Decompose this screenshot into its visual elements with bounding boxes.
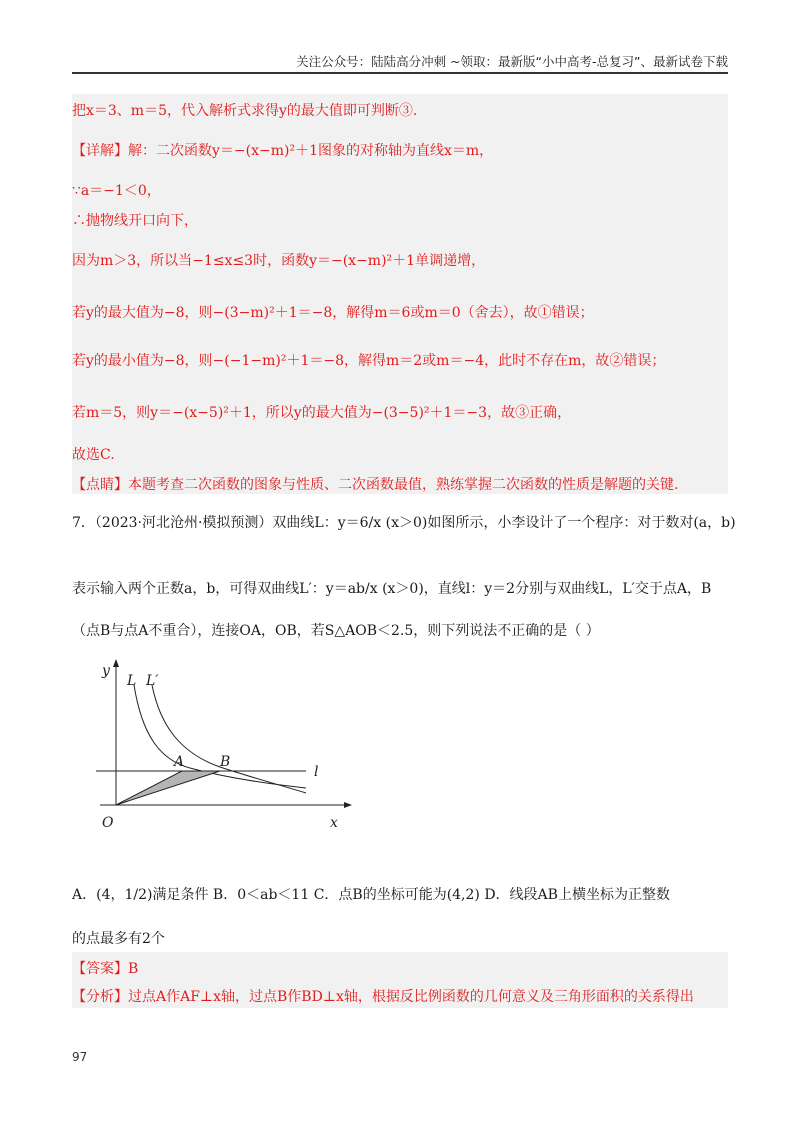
analysis-line: 【分析】过点A作AF⊥x轴，过点B作BD⊥x轴，根据反比例函数的几何意义及三角形面积的关系得出 bbox=[72, 989, 694, 1005]
curve-Lp-label: L′ bbox=[146, 673, 159, 689]
options-line: 的点最多有2个 bbox=[72, 931, 165, 947]
curve-L bbox=[134, 685, 306, 788]
curve-L-label: L bbox=[127, 673, 137, 689]
solution-line: ∴抛物线开口向下， bbox=[72, 213, 198, 229]
question-line: （点B与点A不重合），连接OA，OB，若S△AOB＜2.5，则下列说法不正确的是（ ） bbox=[72, 623, 600, 639]
question-line: 7．（2023·河北沧州·模拟预测）双曲线L：y＝6/x (x＞0)如图所示，小李设计了一个程序：对于数对(a，b) bbox=[72, 515, 736, 531]
page-header: 关注公众号：陆陆高分冲刺 ~领取：最新版“小中高考-总复习”、最新试卷下载 bbox=[296, 54, 728, 69]
origin-label: O bbox=[102, 815, 114, 831]
solution-line: 若y的最小值为−8，则−(−1−m)²＋1＝−8，解得m＝2或m＝−4，此时不存在m，故②错误； bbox=[72, 353, 666, 369]
answer-line: 【答案】B bbox=[72, 961, 139, 977]
point-a-label: A bbox=[174, 754, 185, 770]
solution-line: 若y的最大值为−8，则−(3−m)²＋1＝−8，解得m＝6或m＝0（舍去），故①错误； bbox=[72, 305, 594, 321]
solution-line: 若m＝5，则y＝−(x−5)²＋1，所以y的最大值为−(3−5)²＋1＝−3，故③正确， bbox=[72, 405, 572, 421]
page-number: 97 bbox=[72, 1050, 88, 1064]
solution-line: 【详解】解：二次函数y＝−(x−m)²＋1图象的对称轴为直线x＝m， bbox=[72, 143, 494, 159]
header-divider bbox=[72, 72, 728, 74]
options-line: A．(4，1/2)满足条件 B．0＜ab＜11 C．点B的坐标可能为(4,2) D．线段AB上横坐标为正整数 bbox=[72, 887, 670, 903]
solution-line: 因为m＞3，所以当−1≤x≤3时，函数y＝−(x−m)²＋1单调递增， bbox=[72, 253, 486, 269]
solution-line: 故选C. bbox=[72, 447, 115, 463]
solution-line: 【点睛】本题考查二次函数的图象与性质、二次函数最值，熟练掌握二次函数的性质是解题的关键. bbox=[72, 477, 679, 493]
x-axis-label: x bbox=[330, 815, 338, 831]
solution-line: 把x＝3、m＝5，代入解析式求得y的最大值即可判断③. bbox=[72, 103, 418, 119]
point-b-label: B bbox=[220, 754, 231, 770]
question-line: 表示输入两个正数a，b，可得双曲线L′：y＝ab/x (x＞0)，直线l：y＝2分别与双曲线L，L′交于点A，B bbox=[72, 581, 712, 597]
solution-line: ∵a＝−1＜0， bbox=[72, 183, 161, 199]
y-axis-arrow bbox=[113, 659, 119, 667]
line-l-label: l bbox=[314, 764, 319, 780]
x-axis-arrow bbox=[344, 802, 352, 808]
y-axis-label: y bbox=[102, 663, 110, 679]
triangle-aob bbox=[116, 771, 220, 805]
hyperbola-figure bbox=[80, 655, 360, 835]
